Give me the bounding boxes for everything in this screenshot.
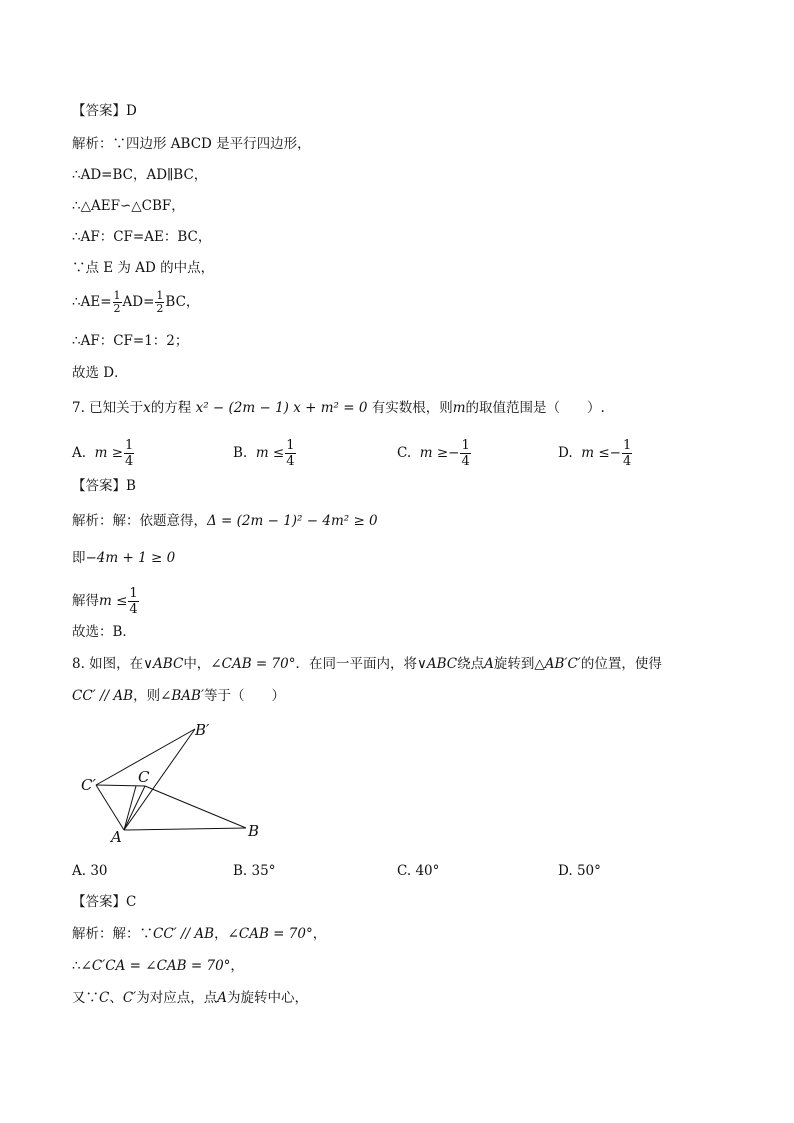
q8-option-b[interactable] (233, 861, 275, 881)
fraction (128, 586, 138, 617)
q6-solution-line-8: 故选 D． (72, 365, 128, 381)
fraction-denominator: 2 (156, 302, 164, 315)
fraction-denominator: 4 (129, 602, 138, 617)
q8-stem-line-2 (72, 686, 285, 706)
q7-option-a[interactable] (72, 438, 135, 469)
q6-solution-line-1: 解析：∵四边形 ABCD 是平行四边形， (72, 136, 311, 152)
math-expression: ∨ABC (416, 656, 458, 672)
q8-option-c[interactable] (397, 861, 439, 881)
text-segment: 等于（ ） (204, 688, 286, 704)
text-segment: 绕点 (457, 656, 485, 672)
fraction (113, 290, 122, 315)
q6-solution-line-7: ∴AF：CF=1：2； (72, 333, 189, 349)
math-variable: C′ (122, 990, 137, 1006)
label-c: C (138, 768, 150, 786)
q8-answer-line (72, 892, 136, 912)
option-relation: m ≥ (419, 445, 449, 461)
option-value: 30 (90, 863, 108, 879)
text-segment: ∴AE= (72, 294, 112, 310)
text-segment: 有实数根，则 (371, 400, 453, 416)
math-variable: C (99, 990, 110, 1006)
math-expression: −4m + 1 ≥ 0 (85, 550, 176, 566)
math-expression: m ≤ (99, 593, 128, 609)
text-segment: ， (214, 926, 228, 942)
fraction-numerator: 1 (125, 438, 134, 453)
q7-option-c[interactable] (397, 438, 472, 469)
q7-solution-line-1 (72, 511, 378, 531)
answer-value: C (126, 894, 137, 910)
fraction-numerator: 1 (461, 438, 470, 453)
text-segment: 的取值范围是（ ）. (465, 400, 605, 416)
q8-solution-line-1 (72, 924, 326, 944)
q8-stem-line-1 (72, 654, 662, 674)
q7-stem (72, 398, 605, 418)
fraction (622, 438, 632, 469)
q7-option-d[interactable] (558, 438, 633, 469)
q7-solution-line-4: 故选：B． (72, 624, 136, 640)
fraction-denominator: 2 (113, 302, 121, 315)
answer-bracket: 【答案】 (72, 478, 126, 494)
option-letter: C. (397, 863, 412, 879)
fraction (155, 290, 164, 315)
math-expression: △AB′C′ (534, 656, 581, 672)
math-variable: A (217, 990, 227, 1006)
q6-solution-line-2: ∴AD=BC，AD∥BC， (72, 167, 208, 183)
fraction-numerator: 1 (129, 586, 138, 601)
fraction-denominator: 4 (125, 454, 134, 469)
text-segment: ， (230, 958, 244, 974)
fraction (124, 438, 134, 469)
q7-option-b[interactable] (233, 438, 297, 469)
segment-c-prime-a (96, 785, 124, 830)
answer-bracket: 【答案】 (72, 103, 126, 119)
fraction-numerator: 1 (286, 438, 295, 453)
math-expression: CC′ // AB (153, 926, 215, 942)
q8-figure-rotation-diagram (78, 720, 278, 845)
text-segment: 7. 已知关于 (72, 400, 144, 416)
text-segment: ∴ (72, 958, 81, 974)
segment-a-b (124, 828, 246, 830)
text-segment: 又∵ (72, 990, 99, 1006)
math-variable: A (484, 656, 494, 672)
option-relation: m ≤ (581, 445, 610, 461)
text-segment: 解析：解：依题意得， (72, 513, 207, 529)
math-expression: CC′ // AB (72, 688, 134, 704)
text-segment: 的位置，使得 (580, 656, 662, 672)
fraction (285, 438, 295, 469)
option-letter: B. (233, 445, 248, 461)
segment-c-b (145, 786, 246, 828)
answer-value: B (126, 478, 136, 494)
text-segment: AD= (122, 294, 155, 310)
option-value: 40° (415, 863, 440, 879)
math-variable: m (452, 400, 466, 416)
text-segment: 、 (109, 990, 123, 1006)
option-letter: A. (72, 445, 87, 461)
fraction-denominator: 4 (461, 454, 470, 469)
q6-solution-line-4: ∴AF：CF=AE：BC， (72, 229, 212, 245)
option-relation: m ≤ (255, 445, 285, 461)
q7-solution-line-2 (72, 548, 175, 568)
answer-value: D (126, 103, 137, 119)
fraction-numerator: 1 (113, 289, 121, 302)
q8-solution-line-3 (72, 988, 308, 1008)
text-segment: 解得 (72, 593, 99, 609)
q6-solution-line-3: ∴△AEF∽△CBF， (72, 198, 185, 214)
math-equation: x² − (2m − 1) x + m² = 0 (195, 400, 368, 416)
option-value: 35° (251, 863, 276, 879)
q6-answer-line (72, 101, 137, 121)
text-segment: 解析：解：∵ (72, 926, 153, 942)
text-segment: 中， (183, 656, 211, 672)
text-segment: 8. 如图，在 (72, 656, 144, 672)
math-expression: ∨ABC (143, 656, 184, 672)
fraction-denominator: 4 (286, 454, 295, 469)
option-letter: C. (397, 445, 412, 461)
q8-solution-line-2 (72, 956, 244, 976)
fraction-numerator: 1 (622, 438, 632, 453)
q6-solution-line-6 (72, 290, 199, 315)
fraction (460, 438, 470, 469)
text-segment: 的方程 (150, 400, 192, 416)
label-c-prime: C′ (81, 776, 96, 794)
option-relation: m ≥ (94, 445, 124, 461)
text-segment: 为对应点，点 (136, 990, 218, 1006)
option-letter: D. (558, 863, 573, 879)
answer-bracket: 【答案】 (72, 894, 126, 910)
text-segment: ．在同一平面内，将 (295, 656, 417, 672)
text-segment: 即 (72, 550, 86, 566)
math-expression: ∠CAB = 70° (227, 926, 313, 942)
text-segment: ， (312, 926, 327, 942)
math-variable: x (143, 400, 151, 416)
option-sign: − (609, 445, 621, 461)
text-segment: BC， (165, 294, 200, 310)
option-letter: A. (72, 863, 87, 879)
label-b-prime: B′ (195, 721, 210, 739)
segment-a-b-prime (124, 729, 195, 830)
q7-answer-line (72, 476, 136, 496)
q8-option-a[interactable] (72, 861, 108, 881)
label-a: A (111, 828, 122, 845)
math-expression: ∠BAB′ (160, 688, 205, 704)
math-expression: Δ = (2m − 1)² − 4m² ≥ 0 (207, 513, 378, 529)
text-segment: 为旋转中心， (227, 990, 308, 1006)
math-expression: ∠C′CA = ∠CAB = 70° (80, 958, 231, 974)
math-expression: ∠CAB = 70° (210, 656, 296, 672)
option-value: 50° (576, 863, 601, 879)
text-segment: 旋转到 (493, 656, 535, 672)
q6-solution-line-5: ∵点 E 为 AD 的中点， (72, 260, 215, 276)
text-segment: ，则 (133, 688, 161, 704)
q7-solution-line-3 (72, 586, 140, 617)
label-b: B (248, 822, 260, 840)
option-letter: B. (233, 863, 248, 879)
fraction-denominator: 4 (622, 454, 632, 469)
fraction-numerator: 1 (156, 289, 164, 302)
option-letter: D. (558, 445, 573, 461)
q8-option-d[interactable] (558, 861, 601, 881)
option-sign: − (448, 445, 460, 461)
